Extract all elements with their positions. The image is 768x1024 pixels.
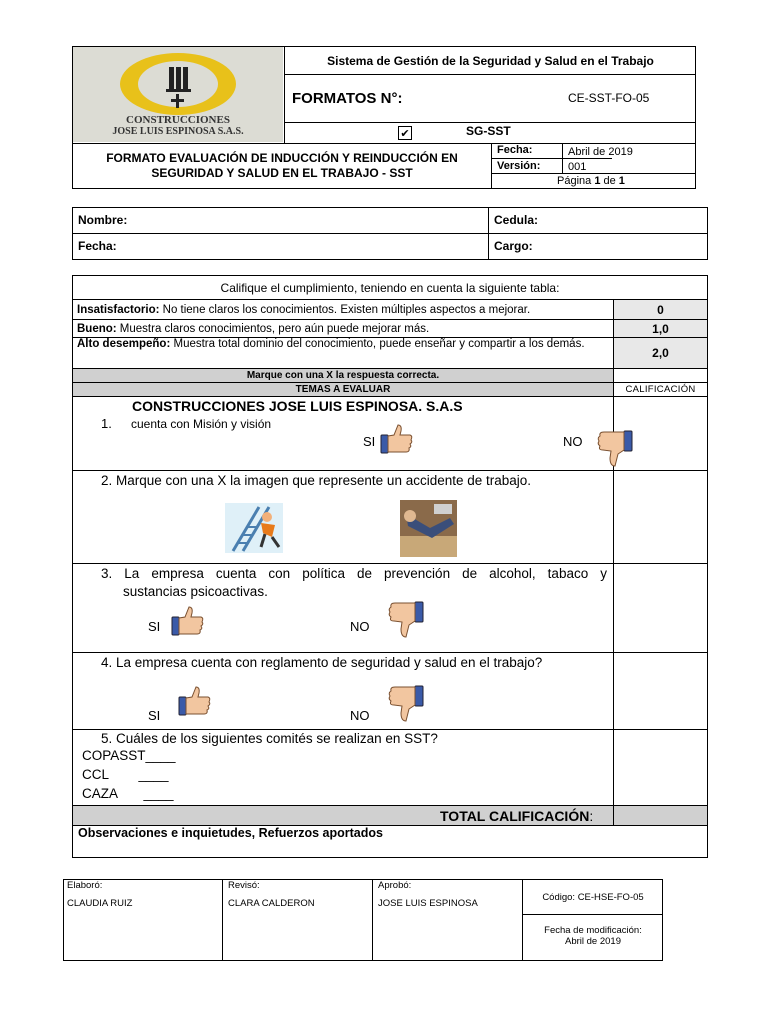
q2-image-accident-photo[interactable]: [400, 500, 457, 557]
score-1: 1,0: [652, 321, 669, 336]
calificacion-header: CALIFICACIÓN: [625, 384, 696, 395]
formatos-label: FORMATOS N°:: [292, 89, 403, 107]
fecha-label: Fecha:: [497, 144, 533, 156]
q1-thumbs-up-icon[interactable]: [380, 423, 414, 455]
logo-text-1: CONSTRUCCIONES: [126, 114, 230, 126]
q4-si-label: SI: [148, 708, 161, 723]
marque-instruction: Marque con una X la respuesta correcta.: [246, 370, 440, 381]
aprobo-name: JOSE LUIS ESPINOSA: [378, 898, 478, 909]
reviso-name: CLARA CALDERON: [228, 898, 315, 909]
observaciones-label: Observaciones e inquietudes, Refuerzos aportados: [78, 826, 383, 840]
cedula-label: Cedula:: [494, 213, 539, 227]
check-icon: ✔: [400, 127, 410, 140]
q1-number: 1.: [101, 416, 112, 431]
footer-codigo: Código: CE-HSE-FO-05: [542, 891, 644, 903]
sgsst-label: SG-SST: [466, 124, 511, 138]
company-name: CONSTRUCCIONES JOSE LUIS ESPINOSA. S.A.S: [132, 398, 463, 414]
q3-text-line1: 3. La empresa cuenta con política de prevención de alcohol, tabaco y: [101, 566, 607, 581]
elaboro-name: CLAUDIA RUIZ: [67, 898, 133, 909]
q4-text: 4. La empresa cuenta con reglamento de seguridad y salud en el trabajo?: [101, 655, 543, 670]
checkbox[interactable]: [398, 126, 412, 140]
committee-ccl: CCL ____: [82, 767, 169, 782]
score-0: 0: [657, 302, 664, 317]
logo-text-2: JOSE LUIS ESPINOSA S.A.S.: [112, 126, 244, 137]
q3-thumbs-down-icon[interactable]: [387, 600, 425, 640]
document-title: FORMATO EVALUACIÓN DE INDUCCIÓN Y REINDUCCIÓN EN SEGURIDAD Y SALUD EN EL TRABAJO - SST: [106, 151, 458, 180]
grading-row-alto: Alto desempeño: Muestra total dominio del conocimiento, puede enseñar y compartir a los demás.: [77, 338, 585, 350]
elaboro-label: Elaboró:: [67, 880, 103, 891]
fecha-modificacion-value: Abril de 2019: [565, 936, 621, 947]
fecha-info-label: Fecha:: [78, 239, 117, 253]
cargo-label: Cargo:: [494, 239, 533, 253]
system-title: Sistema de Gestión de la Seguridad y Salud en el Trabajo: [327, 53, 654, 68]
version-value: 001: [568, 161, 587, 173]
q2-image-ladder-fall[interactable]: [225, 503, 283, 553]
page-number: Página 1 de 1: [557, 175, 625, 187]
grading-row-bueno: Bueno: Muestra claros conocimientos, pero aún puede mejorar más.: [77, 322, 430, 335]
grading-instruction: Califique el cumplimiento, teniendo en cuenta la siguiente tabla:: [220, 280, 560, 295]
temas-header: TEMAS A EVALUAR: [295, 384, 391, 395]
score-2: 2,0: [652, 346, 669, 360]
q5-text: 5. Cuáles de los siguientes comités se realizan en SST?: [101, 731, 438, 746]
q4-no-label: NO: [350, 708, 370, 723]
q1-thumbs-down-icon[interactable]: [596, 430, 634, 468]
grading-row-insatisfactorio: Insatisfactorio: No tiene claros los conocimientos. Existen múltiples aspectos a mejorar.: [77, 303, 531, 316]
version-label: Versión:: [497, 160, 541, 172]
q2-text: 2. Marque con una X la imagen que represente un accidente de trabajo.: [101, 473, 532, 488]
fecha-value: Abril de 2019: [568, 146, 633, 158]
q3-si-label: SI: [148, 619, 161, 634]
q3-no-label: NO: [350, 619, 370, 634]
q4-thumbs-up-icon[interactable]: [178, 684, 212, 718]
q3-thumbs-up-icon[interactable]: [171, 604, 205, 638]
total-calificacion: TOTAL CALIFICACIÓN :: [440, 807, 594, 824]
fecha-modificacion-label: Fecha de modificación:: [544, 925, 642, 936]
aprobo-label: Aprobó:: [378, 880, 412, 891]
q1-text: cuenta con Misión y visión: [131, 417, 272, 431]
nombre-label: Nombre:: [78, 213, 128, 227]
committee-copasst: COPASST____: [82, 748, 176, 763]
logo: [73, 47, 283, 142]
reviso-label: Revisó:: [228, 880, 260, 891]
q1-si-label: SI: [363, 434, 376, 449]
q3-text-line2: sustancias psicoactivas.: [123, 584, 268, 599]
committee-caza: CAZA ____: [82, 786, 174, 801]
q4-thumbs-down-icon[interactable]: [387, 684, 425, 724]
format-code: CE-SST-FO-05: [568, 91, 650, 105]
q1-no-label: NO: [563, 434, 583, 449]
